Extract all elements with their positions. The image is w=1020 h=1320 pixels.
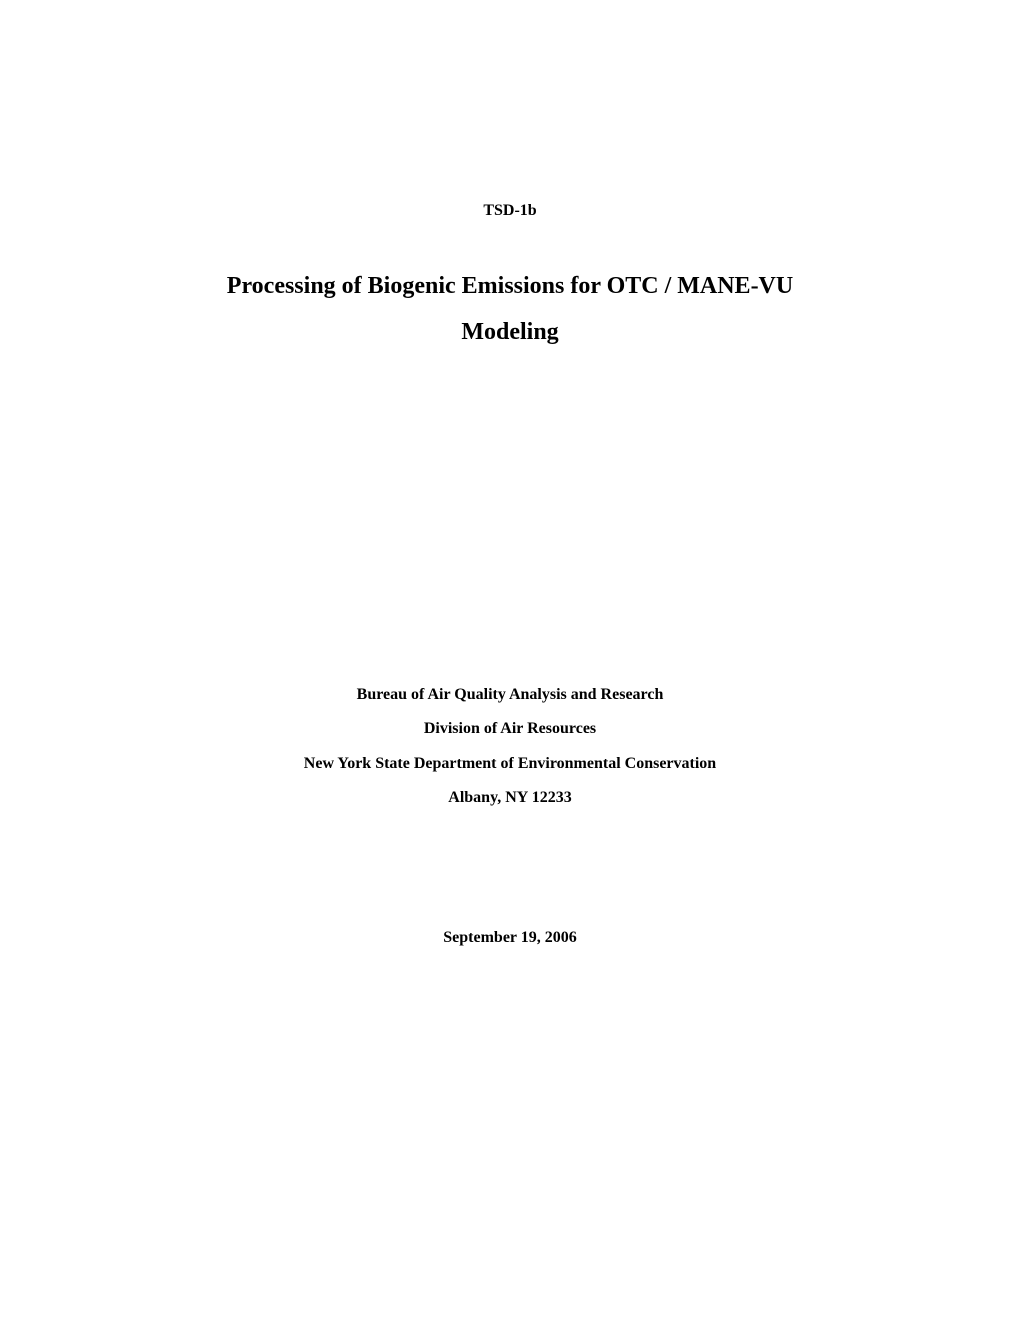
document-id: TSD-1b: [483, 202, 537, 219]
organization-department: New York State Department of Environmental Conservation: [303, 755, 717, 772]
document-title-line-1: Processing of Biogenic Emissions for OTC / MANE-VU: [226, 273, 794, 299]
organization-address: Albany, NY 12233: [448, 789, 572, 806]
organization-division: Division of Air Resources: [423, 720, 597, 737]
organization-bureau: Bureau of Air Quality Analysis and Research: [356, 686, 664, 703]
document-title-line-2: Modeling: [461, 319, 559, 345]
document-date: September 19, 2006: [443, 929, 577, 946]
